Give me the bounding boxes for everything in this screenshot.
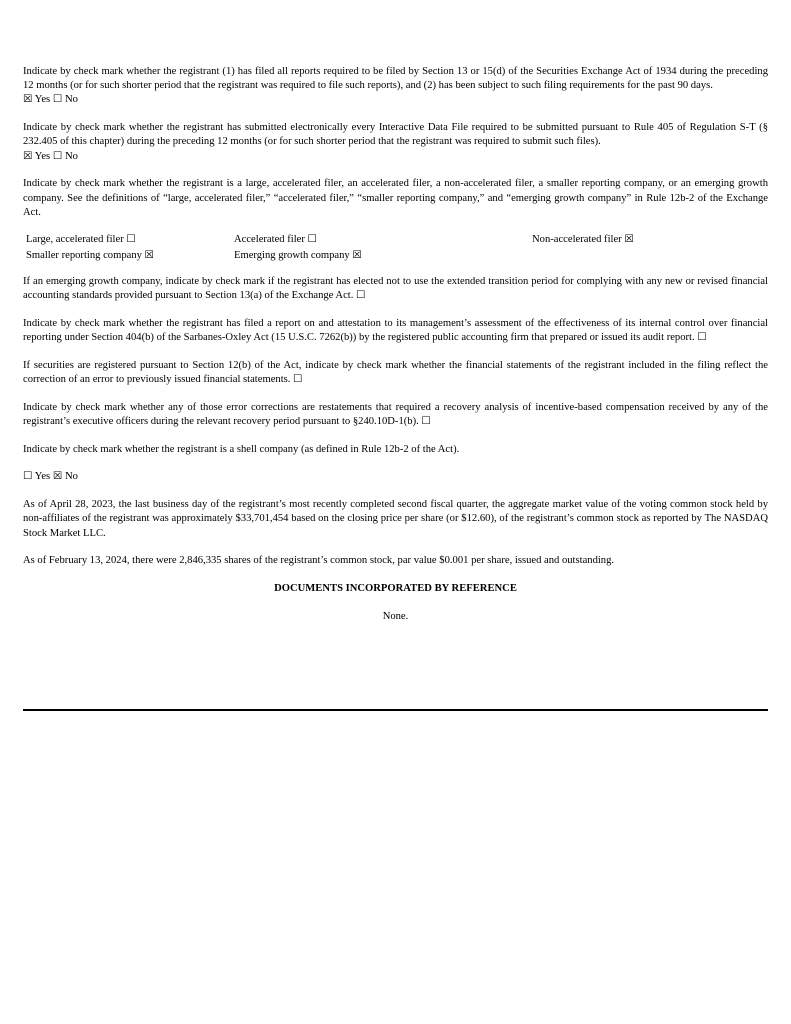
transition-period-text: If an emerging growth company, indicate by check mark if the registrant has elected not to use the extended transition period for complying with any new or revised financial accounting standards provided pursuant to Section 13(a) of the Exchange Act. ☐ [23, 275, 768, 301]
shell-company-answer: ☐ Yes ☒ No [23, 471, 78, 483]
filer-status-text: Indicate by check mark whether the registrant is a large, accelerated filer, an accelerated filer, a non-accelerated filer, a smaller reporting company, or an emerging growth company. See the definitions of “large, accelerated filer,” “accelerated filer,” “smaller reporting company,” and “emerging growth company” in Rule 12b-2 of the Exchange Act. [23, 178, 768, 218]
internal-control-text: Indicate by check mark whether the registrant has filed a report on and attestation to its management’s assessment of the effectiveness of its internal control over financial reporting under Section 404(b) of the Sarbanes-Oxley Act (15 U.S.C. 7262(b)) by the registered public accounting firm that prepared or issued its audit report. ☐ [23, 317, 768, 343]
page-divider [23, 709, 768, 711]
reports-filed-section [23, 65, 768, 108]
error-correction-text: If securities are registered pursuant to Section 12(b) of the Act, indicate by check mark whether the financial statements of the registrant included in the filing reflect the correction of an error to previously issued financial statements. ☐ [23, 359, 768, 385]
non-accelerated-filer-option: Non-accelerated filer ☒ [532, 233, 634, 245]
document-page [23, 65, 768, 625]
accelerated-filer-option: Accelerated filer ☐ [234, 233, 318, 245]
restatements-text: Indicate by check mark whether any of those error corrections are restatements that required a recovery analysis of incentive-based compensation received by any of the registrant’s executive officers during the relevant recovery period pursuant to §240.10D-1(b). ☐ [23, 401, 768, 427]
shell-company-text: Indicate by check mark whether the registrant is a shell company (as defined in Rule 12b-2 of the Act). [23, 443, 460, 455]
emerging-growth-company-option: Emerging growth company ☒ [234, 249, 362, 261]
shares-outstanding-text: As of February 13, 2024, there were 2,846,335 shares of the registrant’s common stock, par value $0.001 per share, issued and outstanding. [23, 555, 615, 567]
smaller-reporting-company-option: Smaller reporting company ☒ [26, 249, 155, 261]
interactive-data-text: Indicate by check mark whether the registrant has submitted electronically every Interactive Data File required to be submitted pursuant to Rule 405 of Regulation S-T (§ 232.405 of this chapter) during the preceding 12 months (or for such shorter period that the registrant was required to submit such files). [23, 122, 768, 148]
large-accelerated-filer-option: Large, accelerated filer ☐ [26, 233, 136, 245]
filer-options-table [23, 233, 768, 265]
interactive-data-answer: ☒ Yes ☐ No [23, 150, 78, 162]
reports-filed-text: Indicate by check mark whether the registrant (1) has filed all reports required to be filed by Section 13 or 15(d) of the Securities Exchange Act of 1934 during the preceding 12 months (or for such shorter period that the registrant was required to file such reports), and (2) has been subject to such filing requirements for the past 90 days. [23, 66, 768, 92]
filer-status-section [23, 177, 768, 220]
documents-heading: DOCUMENTS INCORPORATED BY REFERENCE [274, 583, 517, 595]
reports-filed-answer: ☒ Yes ☐ No [23, 94, 78, 106]
market-value-text: As of April 28, 2023, the last business day of the registrant’s most recently completed second fiscal quarter, the aggregate market value of the voting common stock held by non-affiliates of the registrant was approximately $33,701,454 based on the closing price per share (or $12.60), of the registrant’s common stock as reported by The NASDAQ Stock Market LLC. [23, 499, 768, 539]
interactive-data-section [23, 121, 768, 164]
documents-value: None. [382, 611, 409, 623]
